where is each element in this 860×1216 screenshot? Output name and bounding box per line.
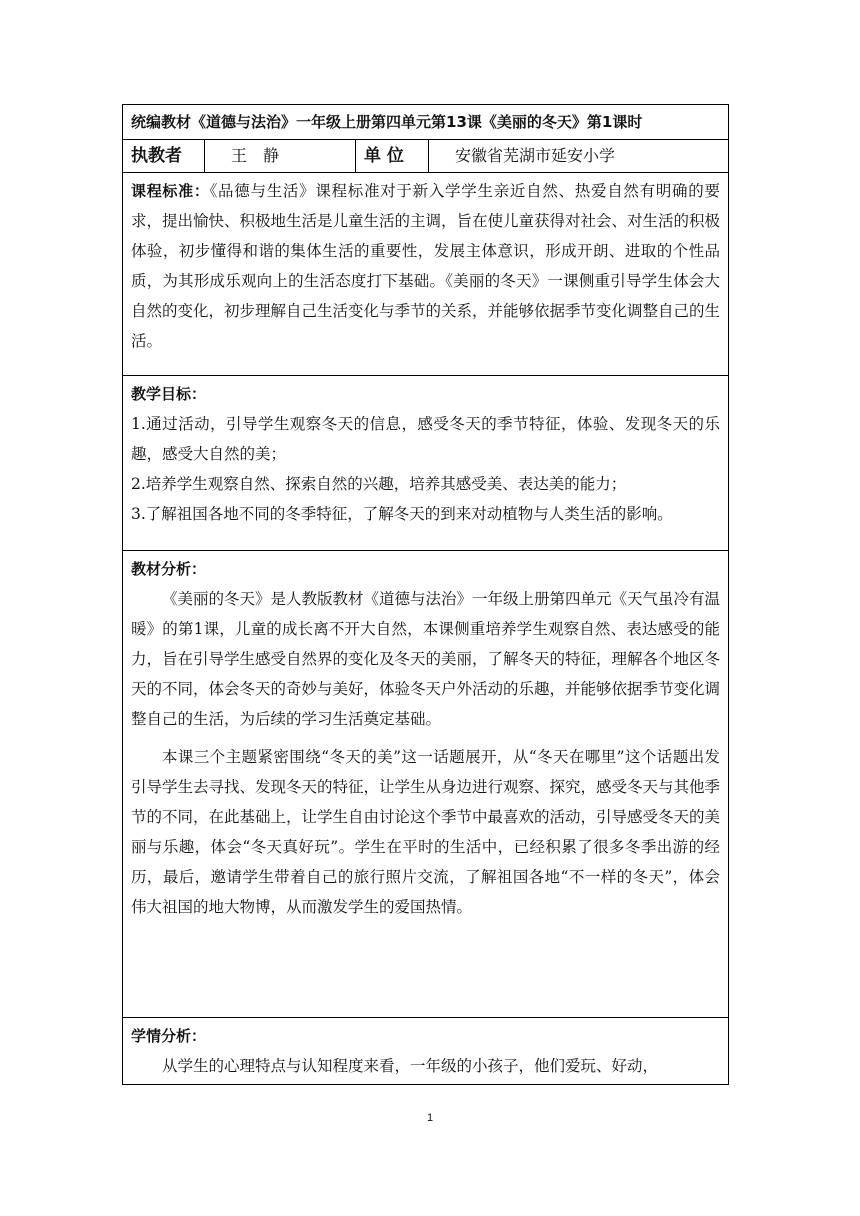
- lesson-plan-table: [122, 104, 729, 1085]
- objective-item-1: 1.通过活动，引导学生观察冬天的信息，感受冬天的季节特征，体验、发现冬天的乐趣，感受大自然的美；: [131, 415, 721, 463]
- students-heading: 学情分析：: [131, 1027, 207, 1045]
- textbook-analysis-section: [123, 551, 729, 1018]
- textbook-paragraph-1: 《美丽的冬天》是人教版教材《道德与法治》一年级上册第四单元《天气虽冷有温暖》的第1课，儿童的成长离不开大自然，本课侧重培养学生观察自然、表达感受的能力，旨在引导学生感受自然界的变化及冬天的美丽，了解冬天的特征，理解各个地区冬天的不同，体会冬天的奇妙与美好，体验冬天户外活动的乐趣，并能够依据季节变化调整自己的生活，为后续的学习生活奠定基础。: [131, 590, 721, 728]
- student-analysis-section: [123, 1018, 729, 1085]
- unit-label: 单 位: [364, 146, 404, 166]
- teacher-label: 执教者: [131, 146, 182, 166]
- objective-item-2: 2.培养学生观察自然、探索自然的兴趣，培养其感受美、表达美的能力；: [131, 475, 627, 493]
- curriculum-text: 《品德与生活》课程标准对于新入学学生亲近自然、热爱自然有明确的要求，提出愉快、积极地生活是儿童生活的主调，旨在使儿童获得对社会、对生活的积极体验，初步懂得和谐的集体生活的重要性，发展主体意识，形成开朗、进取的个性品质，为其形成乐观向上的生活态度打下基础。《美丽的冬天》一课侧重引导学生体会大自然的变化，初步理解自己生活变化与季节的关系，并能够依据季节变化调整自己的生活。: [131, 182, 721, 350]
- teacher-name: 王 静: [231, 146, 280, 165]
- document-title: 统编教材《道德与法治》一年级上册第四单元第13课《美丽的冬天》第1课时: [123, 105, 729, 140]
- textbook-paragraph-2: 本课三个主题紧密围绕“冬天的美”这一话题展开，从“冬天在哪里”这个话题出发引导学生去寻找、发现冬天的特征，让学生从身边进行观察、探究，感受冬天与其他季节的不同，在此基础上，让学生自由讨论这个季节中最喜欢的活动，引导感受冬天的美丽与乐趣，体会“冬天真好玩”。学生在平时的生活中，已经积累了很多冬季出游的经历，最后，邀请学生带着自己的旅行照片交流，了解祖国各地“不一样的冬天”，体会伟大祖国的地大物博，从而激发学生的爱国热情。: [131, 748, 721, 916]
- textbook-heading: 教材分析：: [131, 560, 207, 578]
- page-number: 1: [426, 1112, 434, 1124]
- info-row: [123, 140, 729, 173]
- objective-item-3: 3.了解祖国各地不同的冬季特征，了解冬天的到来对动植物与人类生活的影响。: [131, 505, 673, 523]
- students-text: 从学生的心理特点与认知程度来看，一年级的小孩子，他们爱玩、好动，: [162, 1057, 659, 1075]
- curriculum-heading: 课程标准：: [131, 182, 210, 200]
- curriculum-section: [123, 173, 729, 376]
- objectives-heading: 教学目标：: [131, 385, 207, 403]
- unit-name: 安徽省芜湖市延安小学: [455, 146, 616, 165]
- objectives-section: [123, 376, 729, 551]
